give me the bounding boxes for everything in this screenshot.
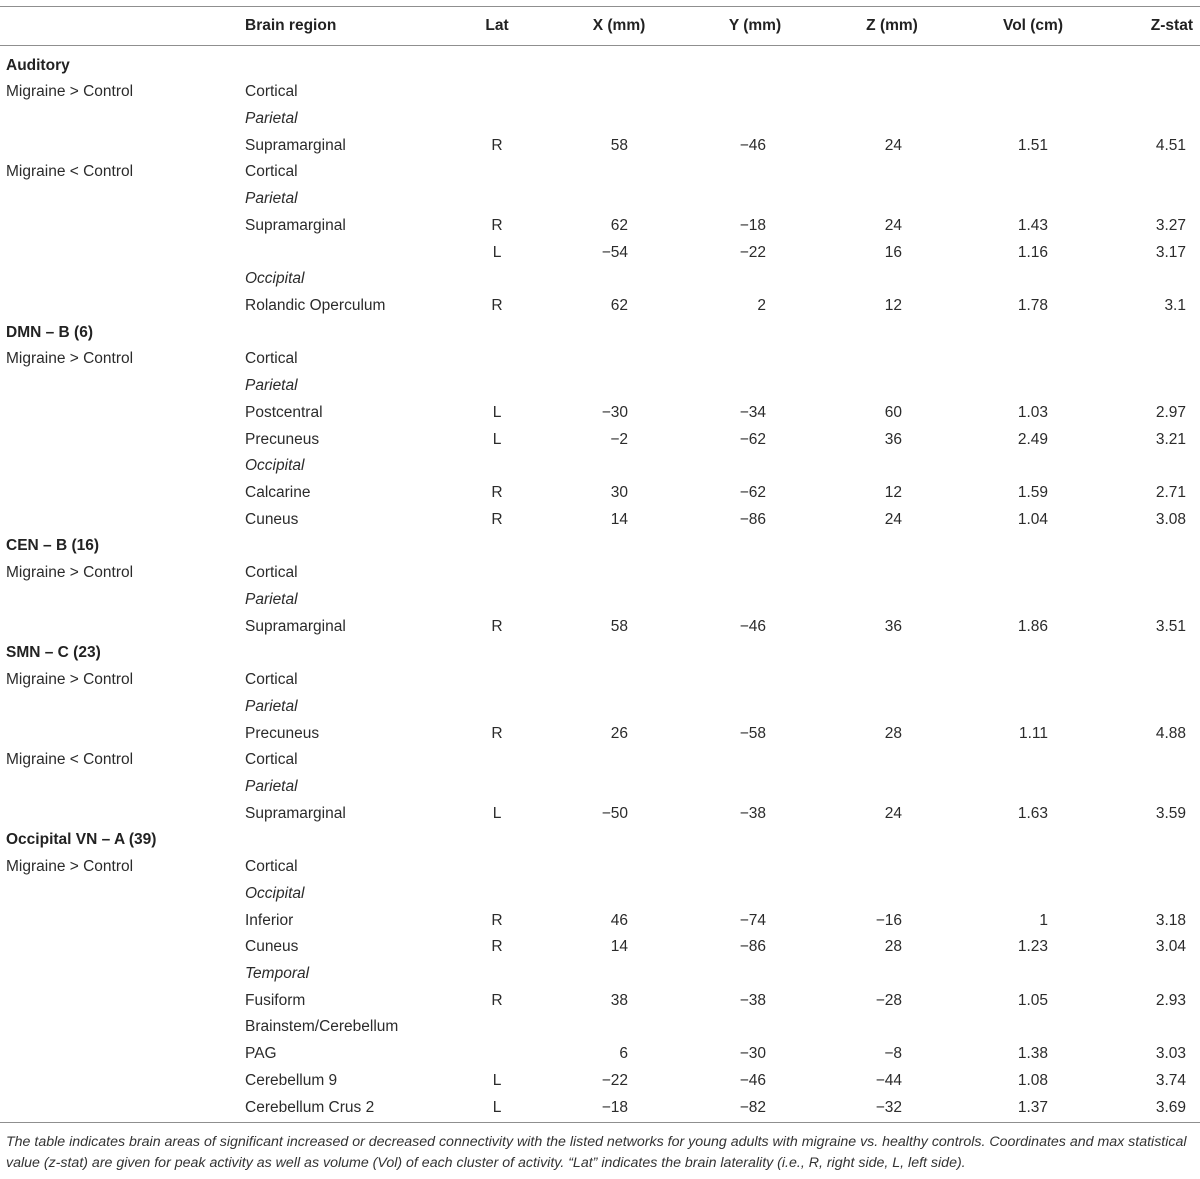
cell-z: 16 [884,243,902,261]
cell-vol: 1.37 [1017,1098,1048,1116]
cell-x: 6 [619,1045,628,1063]
cell-group: SMN – C (23) [6,644,101,662]
cell-x: −22 [601,1071,628,1089]
cell-brain-region: Cortical [245,751,298,769]
cell-lat: R [491,216,503,234]
header-brain-region: Brain region [245,17,337,34]
table-row [0,240,1200,267]
cell-brain-region: Parietal [245,697,298,715]
cell-y: −86 [739,938,766,956]
cell-brain-region: Parietal [245,590,298,608]
header-vol: Vol (cm) [1003,17,1063,34]
cell-brain-region: Fusiform [245,991,306,1009]
cell-y: −38 [739,804,766,822]
cell-brain-region: Precuneus [245,724,320,742]
cell-zstat: 3.17 [1155,243,1186,261]
cell-z: 36 [884,430,902,448]
header-y: Y (mm) [728,17,782,34]
cell-zstat: 3.1 [1164,296,1186,314]
cell-group: Occipital VN – A (39) [6,831,157,849]
header-zstat: Z-stat [1150,17,1193,34]
table-row [0,721,1200,748]
table-row [0,667,1200,694]
cell-lat: L [492,1071,502,1089]
table-row [0,881,1200,908]
cell-x: 46 [610,911,628,929]
cell-lat: R [491,724,503,742]
cell-x: 58 [610,136,628,154]
table-row [0,453,1200,480]
network-row [0,533,1200,560]
cell-vol: 1.04 [1017,510,1048,528]
table-row [0,854,1200,881]
table-row [0,560,1200,587]
table-row [0,159,1200,186]
cell-group: Migraine > Control [6,858,134,876]
cell-brain-region: Postcentral [245,403,323,421]
cell-x: 58 [610,617,628,635]
table-row [0,908,1200,935]
cell-y: −62 [739,484,766,502]
cell-brain-region: Occipital [245,270,305,288]
cell-vol: 1.08 [1017,1071,1048,1089]
table-row [0,293,1200,320]
cell-lat: R [491,617,503,635]
table-row [0,427,1200,454]
cell-group: CEN – B (16) [6,537,100,555]
cell-vol: 1.03 [1017,403,1048,421]
table-row [0,400,1200,427]
cell-zstat: 3.59 [1155,804,1186,822]
cell-group: Migraine < Control [6,751,134,769]
cell-brain-region: Cortical [245,671,298,689]
cell-y: −82 [739,1098,766,1116]
cell-group: Migraine < Control [6,163,134,181]
cell-zstat: 4.51 [1155,136,1186,154]
cell-lat: L [492,243,502,261]
header-z: Z (mm) [866,17,918,34]
header-x: X (mm) [592,17,646,34]
table-row [0,774,1200,801]
cell-lat: R [491,484,503,502]
table-row [0,186,1200,213]
cell-brain-region: Cortical [245,163,298,181]
cell-group: Auditory [6,56,70,74]
network-row [0,53,1200,80]
cell-brain-region: PAG [245,1045,277,1063]
cell-zstat: 3.27 [1155,216,1186,234]
cell-z: −16 [875,911,902,929]
table-row [0,747,1200,774]
network-row [0,320,1200,347]
cell-brain-region: Cortical [245,858,298,876]
cell-z: −8 [884,1045,902,1063]
table-row [0,79,1200,106]
header-rule [0,45,1200,46]
cell-y: −34 [739,403,766,421]
cell-group: Migraine > Control [6,671,134,689]
cell-lat: R [491,911,503,929]
cell-brain-region: Supramarginal [245,804,346,822]
cell-zstat: 3.51 [1155,617,1186,635]
table-row [0,614,1200,641]
cell-x: 26 [610,724,628,742]
cell-vol: 1 [1039,911,1048,929]
cell-z: 12 [884,484,902,502]
cell-x: 38 [610,991,628,1009]
cell-z: 28 [884,724,902,742]
table-row [0,133,1200,160]
cell-group: DMN – B (6) [6,323,93,341]
cell-y: −86 [739,510,766,528]
cell-x: 62 [610,296,628,314]
cell-lat: R [491,510,503,528]
cell-lat: L [492,430,502,448]
cell-brain-region: Inferior [245,911,294,929]
cell-x: −30 [601,403,628,421]
cell-brain-region: Rolandic Operculum [245,296,386,314]
cell-x: 14 [610,938,628,956]
cell-brain-region: Cuneus [245,510,299,528]
cell-zstat: 2.97 [1155,403,1186,421]
cell-x: 14 [610,510,628,528]
cell-vol: 1.05 [1017,991,1048,1009]
cell-brain-region: Parietal [245,777,298,795]
cell-zstat: 2.71 [1155,484,1186,502]
cell-y: −62 [739,430,766,448]
table-row [0,106,1200,133]
cell-y: −30 [739,1045,766,1063]
table-row [0,507,1200,534]
cell-y: −38 [739,991,766,1009]
network-row [0,827,1200,854]
cell-x: −18 [601,1098,628,1116]
cell-zstat: 3.21 [1155,430,1186,448]
table-row [0,587,1200,614]
cell-brain-region: Supramarginal [245,216,346,234]
cell-z: 24 [884,510,902,528]
cell-z: 60 [884,403,902,421]
cell-vol: 1.38 [1017,1045,1048,1063]
cell-x: −54 [601,243,628,261]
cell-brain-region: Temporal [245,964,310,982]
cell-y: −46 [739,1071,766,1089]
cell-z: 24 [884,804,902,822]
cell-lat: R [491,938,503,956]
cell-brain-region: Brainstem/Cerebellum [245,1018,399,1036]
cell-brain-region: Supramarginal [245,136,346,154]
table-row [0,1095,1200,1122]
table-row [0,480,1200,507]
cell-x: 30 [610,484,628,502]
table-row [0,266,1200,293]
cell-brain-region: Parietal [245,377,298,395]
cell-lat: L [492,1098,502,1116]
table-row [0,1068,1200,1095]
cell-y: −18 [739,216,766,234]
cell-brain-region: Occipital [245,457,305,475]
cell-y: −58 [739,724,766,742]
cell-lat: L [492,804,502,822]
cell-zstat: 4.88 [1155,724,1186,742]
cell-z: 24 [884,136,902,154]
cell-brain-region: Cortical [245,83,298,101]
table-header [0,6,1200,45]
cell-brain-region: Occipital [245,884,305,902]
cell-lat: L [492,403,502,421]
cell-zstat: 2.93 [1155,991,1186,1009]
table-row [0,213,1200,240]
cell-brain-region: Precuneus [245,430,320,448]
cell-group: Migraine > Control [6,564,134,582]
cell-lat: R [491,136,503,154]
cell-brain-region: Parietal [245,190,298,208]
table-footnote: The table indicates brain areas of significant increased or decreased connectivity with the listed networks for young adults with migraine vs. healthy controls. Coordinates and max statistical value (z-stat) are given for peak activity as well as volume (Vol) of each cluster of activity. “Lat” indicates the brain laterality (i.e., R, right side, L, left side). [6,1134,1187,1171]
table-row [0,801,1200,828]
cell-z: −28 [875,991,902,1009]
table-row [0,346,1200,373]
cell-y: 2 [757,296,766,314]
cell-brain-region: Cerebellum 9 [245,1071,338,1089]
cell-brain-region: Supramarginal [245,617,346,635]
cell-y: −46 [739,617,766,635]
cell-x: −2 [610,430,628,448]
cell-zstat: 3.74 [1155,1071,1186,1089]
table-row [0,694,1200,721]
cell-brain-region: Cuneus [245,938,299,956]
cell-z: 24 [884,216,902,234]
cell-brain-region: Cortical [245,350,298,368]
cell-vol: 1.16 [1017,243,1048,261]
cell-lat: R [491,991,503,1009]
cell-y: −74 [739,911,766,929]
table-bottom-rule [0,1122,1200,1123]
cell-z: 12 [884,296,902,314]
cell-vol: 1.23 [1017,938,1048,956]
table-row [0,1041,1200,1068]
cell-brain-region: Parietal [245,109,298,127]
cell-brain-region: Cerebellum Crus 2 [245,1098,375,1116]
header-lat: Lat [485,17,509,34]
table-row [0,934,1200,961]
cell-vol: 1.78 [1017,296,1048,314]
network-row [0,640,1200,667]
cell-vol: 1.43 [1017,216,1048,234]
cell-z: −44 [875,1071,902,1089]
cell-vol: 1.63 [1017,804,1048,822]
cell-vol: 1.11 [1018,724,1048,742]
cell-group: Migraine > Control [6,350,134,368]
cell-vol: 2.49 [1017,430,1048,448]
cell-group: Migraine > Control [6,83,134,101]
cell-zstat: 3.18 [1155,911,1186,929]
cell-lat: R [491,296,503,314]
table-row [0,988,1200,1015]
cell-y: −46 [739,136,766,154]
cell-z: 28 [884,938,902,956]
cell-x: −50 [601,804,628,822]
table-row [0,1014,1200,1041]
cell-vol: 1.59 [1017,484,1048,502]
cell-zstat: 3.04 [1155,938,1186,956]
cell-z: −32 [875,1098,902,1116]
cell-x: 62 [610,216,628,234]
cell-vol: 1.86 [1017,617,1048,635]
table-row [0,373,1200,400]
cell-brain-region: Calcarine [245,484,311,502]
table-row [0,961,1200,988]
cell-y: −22 [739,243,766,261]
cell-vol: 1.51 [1017,136,1048,154]
cell-zstat: 3.69 [1155,1098,1186,1116]
cell-zstat: 3.08 [1155,510,1186,528]
cell-zstat: 3.03 [1155,1045,1186,1063]
cell-brain-region: Cortical [245,564,298,582]
cell-z: 36 [884,617,902,635]
